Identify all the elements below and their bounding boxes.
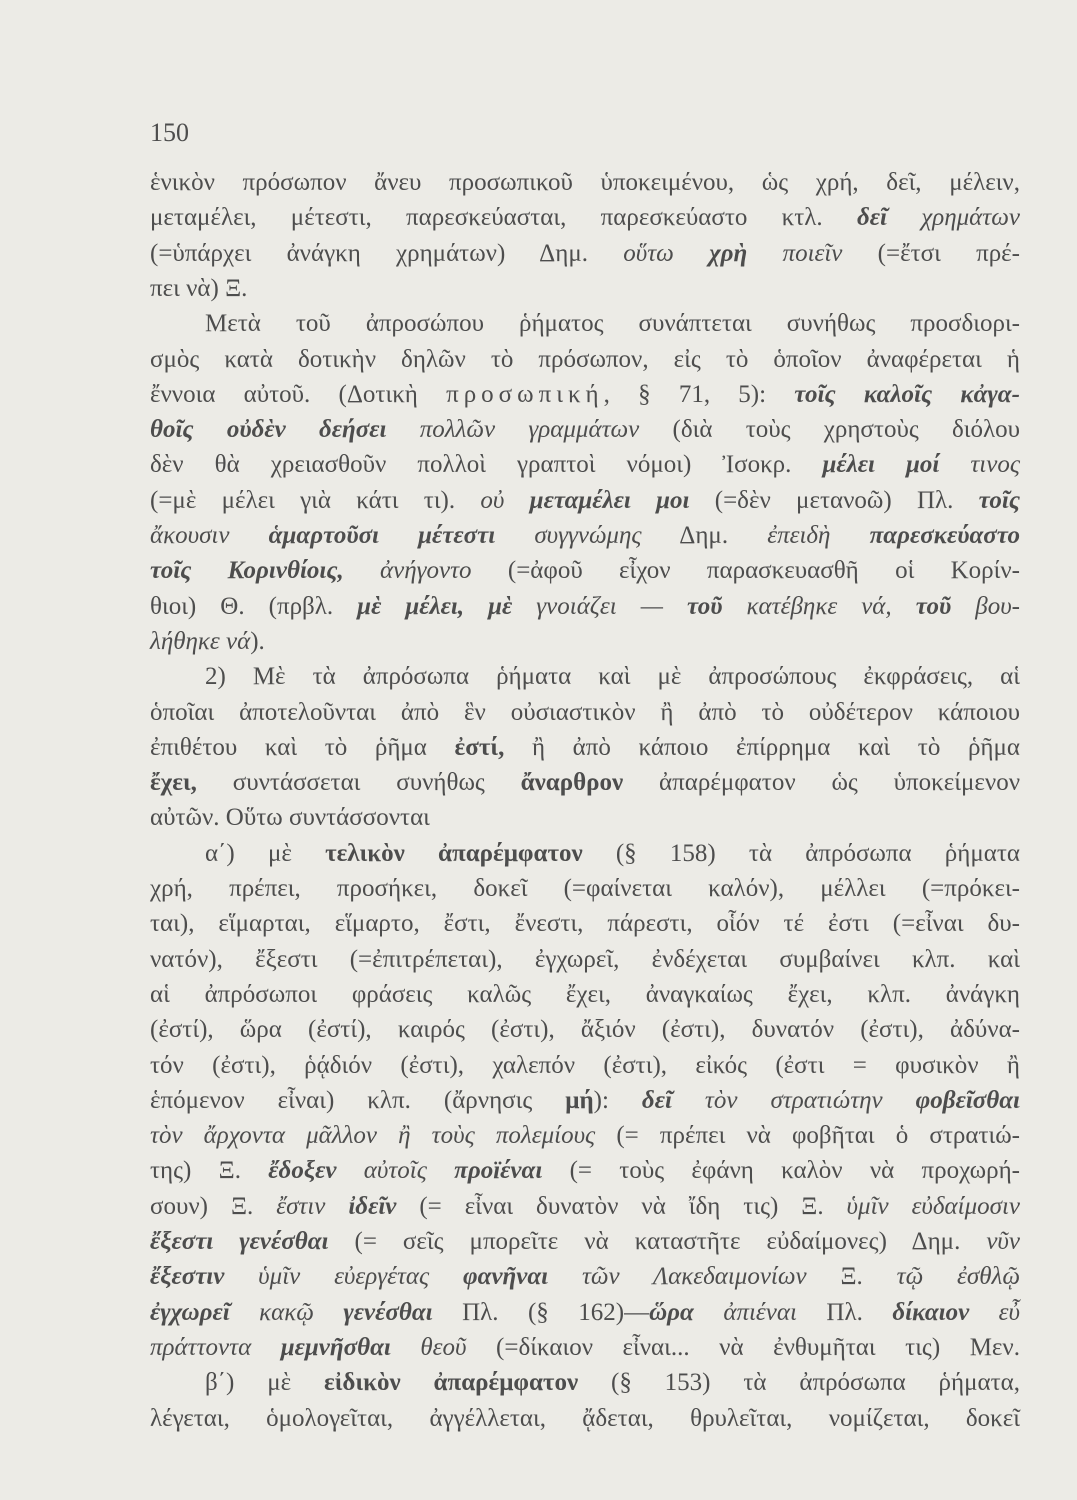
emphasis-text-run: εὖ: [969, 1298, 1021, 1326]
text-run: πει νὰ) Ξ.: [150, 274, 248, 302]
text-run: (=μὲ μέλει γιὰ κάτι τι).: [150, 486, 481, 514]
emphasis-text-run: τοῦ: [687, 592, 723, 620]
text-run: αὐτῶν. Οὕτω συντάσσονται: [150, 804, 430, 832]
emphasis-text-run: δεῖ: [641, 1086, 672, 1114]
emphasis-text-run: ἐγχωρεῖ: [150, 1298, 230, 1326]
emphasis-text-run: ἐστί,: [454, 733, 505, 761]
emphasis-text-run: βου-: [951, 592, 1020, 620]
emphasis-text-run: τελικὸν ἀπαρέμφατον: [325, 839, 583, 867]
text-run: (§ 158) τὰ ἀπρόσωπα ῥήματα: [582, 839, 1020, 867]
text-line: [150, 980, 1020, 1010]
text-run: (= τοὺς ἐφάνη καλὸν νὰ προχωρή-: [542, 1157, 1021, 1185]
emphasis-text-run: πολλῶν γραμμάτων: [386, 416, 640, 444]
text-line: [150, 1404, 1020, 1434]
text-run: ἀπαρέμφατον ὡς ὑποκείμενον: [623, 769, 1020, 797]
text-line: [150, 803, 1020, 833]
page-number: 150: [150, 118, 189, 147]
text-run: Ξ.: [806, 1263, 897, 1291]
text-run: (διὰ τοὺς χρηστοὺς διόλου: [639, 416, 1020, 444]
emphasis-text-run: αὐτοῖς: [336, 1157, 455, 1185]
text-run: 2) Μὲ τὰ ἀπρόσωπα ῥήματα καὶ μὲ ἀπροσώπους ἐκφράσεις, αἱ: [205, 663, 1020, 691]
emphasis-text-run: κακῷ: [229, 1298, 344, 1326]
text-run: , § 71, 5):: [603, 380, 795, 408]
text-run: δὲν θὰ χρειασθοῦν πολλοὶ γραπτοὶ νόμοι) Ἰσοκρ.: [150, 451, 823, 479]
text-line: [150, 1192, 1020, 1222]
emphasis-text-run: φανῆναι: [462, 1263, 549, 1291]
text-run: μεταμέλει, μέτεστι, παρεσκεύασται, παρεσκεύαστο κτλ.: [150, 204, 857, 232]
emphasis-text-run: μέλει μοί: [822, 451, 940, 479]
emphasis-text-run: παρεσκεύαστο: [869, 522, 1020, 549]
emphasis-text-run: γενέσθαι: [343, 1298, 433, 1326]
text-line: [150, 203, 1020, 233]
emphasis-text-run: ὥρα: [649, 1298, 694, 1326]
emphasis-text-run: γνοιάζει —: [512, 592, 688, 620]
emphasis-text-run: ἰδεῖν: [348, 1192, 397, 1220]
text-run: συντάσσεται συνήθως: [196, 769, 521, 797]
emphasis-text-run: τῶν Λακεδαιμονίων: [548, 1263, 807, 1291]
emphasis-text-run: εἰδικὸν ἀπαρέμφατον: [323, 1369, 579, 1397]
emphasis-text-run: τὸν ἄρχοντα μᾶλλον ἢ τοὺς πολεμίους: [150, 1122, 596, 1150]
emphasis-text-run: ἐπειδὴ: [767, 522, 870, 549]
emphasis-text-run: ποιεῖν: [747, 239, 843, 267]
text-run: (=δίκαιον εἶναι... νὰ ἐνθυμῆται τις) Μεν.: [466, 1333, 1020, 1361]
text-run: Δημ.: [641, 522, 768, 549]
emphasis-text-run: θοῖς οὐδὲν δεήσει: [150, 416, 387, 444]
emphasis-text-run: τῷ ἐσθλῷ: [896, 1263, 1020, 1291]
emphasis-text-run: χρημάτων: [886, 204, 1020, 232]
text-line: [150, 415, 1020, 445]
emphasis-text-run: ἔξεστι γενέσθαι: [150, 1228, 329, 1255]
text-line: [150, 1227, 1020, 1257]
text-line: [150, 486, 1020, 516]
text-line: [150, 345, 1020, 375]
text-line: [150, 274, 1020, 304]
text-run: (=δὲν μετανοῶ) Πλ.: [689, 486, 979, 514]
text-run: χρή, πρέπει, προσήκει, δοκεῖ (=φαίνεται καλόν), μέλλει (=πρόκει-: [150, 875, 1020, 902]
text-line: [150, 1333, 1020, 1363]
emphasis-text-run: ὑμῖν εὐδαίμοσιν: [846, 1192, 1021, 1220]
paragraph-start-line: [205, 839, 1020, 869]
text-run: (=ἔτσι πρέ-: [842, 239, 1020, 267]
text-line: [150, 874, 1020, 904]
emphasis-text-run: τὸν στρατιώτην: [671, 1086, 916, 1114]
text-line: [150, 909, 1020, 939]
emphasis-text-run: μή: [565, 1086, 594, 1114]
text-run: ).: [250, 627, 265, 655]
emphasis-text-run: μεμνῆσθαι: [280, 1333, 391, 1361]
emphasis-text-run: κατέβηκε νά,: [722, 592, 916, 620]
paragraph-start-line: [205, 1368, 1020, 1398]
emphasis-text-run: ἀνήγοντο: [343, 557, 472, 585]
text-run: (= σεῖς μπορεῖτε νὰ καταστῆτε εὐδαίμονες) Δημ.: [328, 1228, 987, 1255]
emphasis-text-run: ἁμαρτοῦσι μέτεστι: [268, 522, 496, 549]
emphasis-text-run: τοῖς Κορινθίοις,: [150, 557, 344, 585]
text-run: της) Ξ.: [150, 1157, 269, 1185]
text-line: [150, 168, 1020, 198]
text-line: [150, 627, 1020, 657]
text-line: [150, 1015, 1020, 1045]
emphasis-text-run: μὲ μέλει, μὲ: [357, 592, 513, 620]
emphasis-text-run: ἔχει,: [150, 769, 197, 797]
emphasis-text-run: φοβεῖσθαι: [915, 1086, 1020, 1114]
text-line: [150, 592, 1020, 622]
text-line: [150, 733, 1020, 763]
text-run: ἔννοια αὐτοῦ. (Δοτικὴ: [150, 380, 447, 408]
text-run: α΄) μὲ: [205, 839, 326, 867]
text-line: [150, 450, 1020, 480]
text-run: (ἐστί), ὥρα (ἐστί), καιρός (ἐστι), ἄξιόν (ἐστι), δυνατόν (ἐστι), ἀδύνα-: [150, 1016, 1020, 1044]
text-run: λέγεται, ὁμολογεῖται, ἀγγέλλεται, ᾄδεται, θρυλεῖται, νομίζεται, δοκεῖ: [150, 1404, 1020, 1432]
text-line: [150, 768, 1020, 798]
emphasis-text-run: δίκαιον: [892, 1298, 970, 1326]
emphasis-text-run: προϊέναι: [454, 1157, 543, 1185]
emphasis-text-run: ἀπιέναι: [693, 1298, 797, 1326]
emphasis-text-run: ἄναρθρον: [520, 769, 624, 797]
text-run: νατόν), ἔξεστι (=ἐπιτρέπεται), ἐγχωρεῖ, ἐνδέχεται συμβαίνει κλπ. καὶ: [150, 945, 1020, 973]
text-line: [150, 1051, 1020, 1081]
text-run: ὁποῖαι ἀποτελοῦνται ἀπὸ ἓν οὐσιαστικὸν ἢ ἀπὸ τὸ οὐδέτερον κάποιου: [150, 698, 1020, 726]
text-line: [150, 521, 1020, 551]
text-line: [150, 239, 1020, 269]
text-line: [150, 556, 1020, 586]
text-line: [150, 1121, 1020, 1151]
emphasis-text-run: ἄκουσιν: [150, 522, 269, 549]
text-line: [150, 1262, 1020, 1292]
text-run: (= εἶναι δυνατὸν νὰ ἴδη τις) Ξ.: [396, 1192, 847, 1220]
text-run: β΄) μὲ: [205, 1369, 324, 1397]
emphasis-text-run: λήθηκε νά: [150, 627, 251, 655]
emphasis-text-run: οὕτω: [623, 239, 710, 267]
text-run: θιοι) Θ. (πρβλ.: [150, 592, 358, 620]
emphasis-text-run: μεταμέλει μοι: [529, 486, 690, 514]
emphasis-text-run: τοῖς καλοῖς κἀγα-: [794, 380, 1020, 408]
text-run: ):: [593, 1086, 642, 1114]
text-run: σουν) Ξ.: [150, 1192, 277, 1220]
emphasis-text-run: τοῦ: [915, 592, 952, 620]
emphasis-text-run: οὐ: [480, 486, 530, 514]
text-run: Μετὰ τοῦ ἀπροσώπου ῥήματος συνάπτεται συνήθως προσδιορι-: [205, 310, 1020, 338]
emphasis-text-run: ἔστιν: [276, 1192, 349, 1220]
text-run: ἢ ἀπὸ κάποιο ἐπίρρημα καὶ τὸ ῥῆμα: [504, 733, 1021, 761]
text-run: ται), εἵμαρται, εἵμαρτο, ἔστι, ἔνεστι, πάρεστι, οἷόν τέ ἐστι (=εἶναι δυ-: [150, 910, 1020, 938]
emphasis-text-run: τοῖς: [978, 486, 1020, 514]
text-line: [150, 380, 1020, 410]
text-run: Πλ. (§ 162)—: [432, 1298, 650, 1326]
text-run: αἱ ἀπρόσωποι φράσεις καλῶς ἔχει, ἀναγκαίως ἔχει, κλπ. ἀνάγκη: [150, 980, 1020, 1008]
text-run: ἐπιθέτου καὶ τὸ ῥῆμα: [150, 733, 455, 761]
text-line: [150, 1298, 1020, 1328]
text-run: (= πρέπει νὰ φοβῆται ὁ στρατιώ-: [595, 1122, 1020, 1150]
emphasis-text-run: ὑμῖν εὐεργέτας: [224, 1263, 463, 1291]
emphasis-text-run: τινος: [939, 451, 1020, 479]
text-run: Πλ.: [796, 1298, 893, 1326]
spaced-text-run: προσωπική: [446, 380, 604, 408]
text-run: (=ἀφοῦ εἶχον παρασκευασθῆ οἱ Κορίν-: [471, 557, 1020, 585]
emphasis-text-run: πράττοντα: [150, 1333, 281, 1361]
text-run: ἑνικὸν πρόσωπον ἄνευ προσωπικοῦ ὑποκειμένου, ὡς χρή, δεῖ, μέλειν,: [150, 169, 1020, 196]
text-line: [150, 1086, 1020, 1116]
text-run: (§ 153) τὰ ἀπρόσωπα ῥήματα,: [578, 1369, 1020, 1397]
emphasis-text-run: ἔδοξεν: [268, 1157, 337, 1185]
text-line: [150, 945, 1020, 975]
emphasis-text-run: θεοῦ: [390, 1333, 467, 1361]
paragraph-start-line: [205, 309, 1020, 339]
text-run: τόν (ἐστι), ῥᾴδιόν (ἐστι), χαλεπόν (ἐστι), εἰκός (ἐστι = φυσικὸν ἢ: [150, 1051, 1020, 1079]
emphasis-text-run: συγγνώμης: [495, 522, 642, 549]
paragraph-start-line: [205, 662, 1020, 692]
text-run: ἑπόμενον εἶναι) κλπ. (ἄρνησις: [150, 1086, 566, 1114]
text-run: (=ὑπάρχει ἀνάγκη χρημάτων) Δημ.: [150, 239, 624, 267]
text-run: σμὸς κατὰ δοτικὴν δηλῶν τὸ πρόσωπον, εἰς τὸ ὁποῖον ἀναφέρεται ἡ: [150, 345, 1020, 373]
emphasis-text-run: δεῖ: [856, 204, 887, 232]
emphasis-text-run: νῦν: [986, 1228, 1020, 1255]
emphasis-text-run: ἔξεστιν: [150, 1263, 225, 1291]
text-line: [150, 1156, 1020, 1186]
emphasis-text-run: χρὴ: [709, 239, 748, 267]
text-line: [150, 698, 1020, 728]
